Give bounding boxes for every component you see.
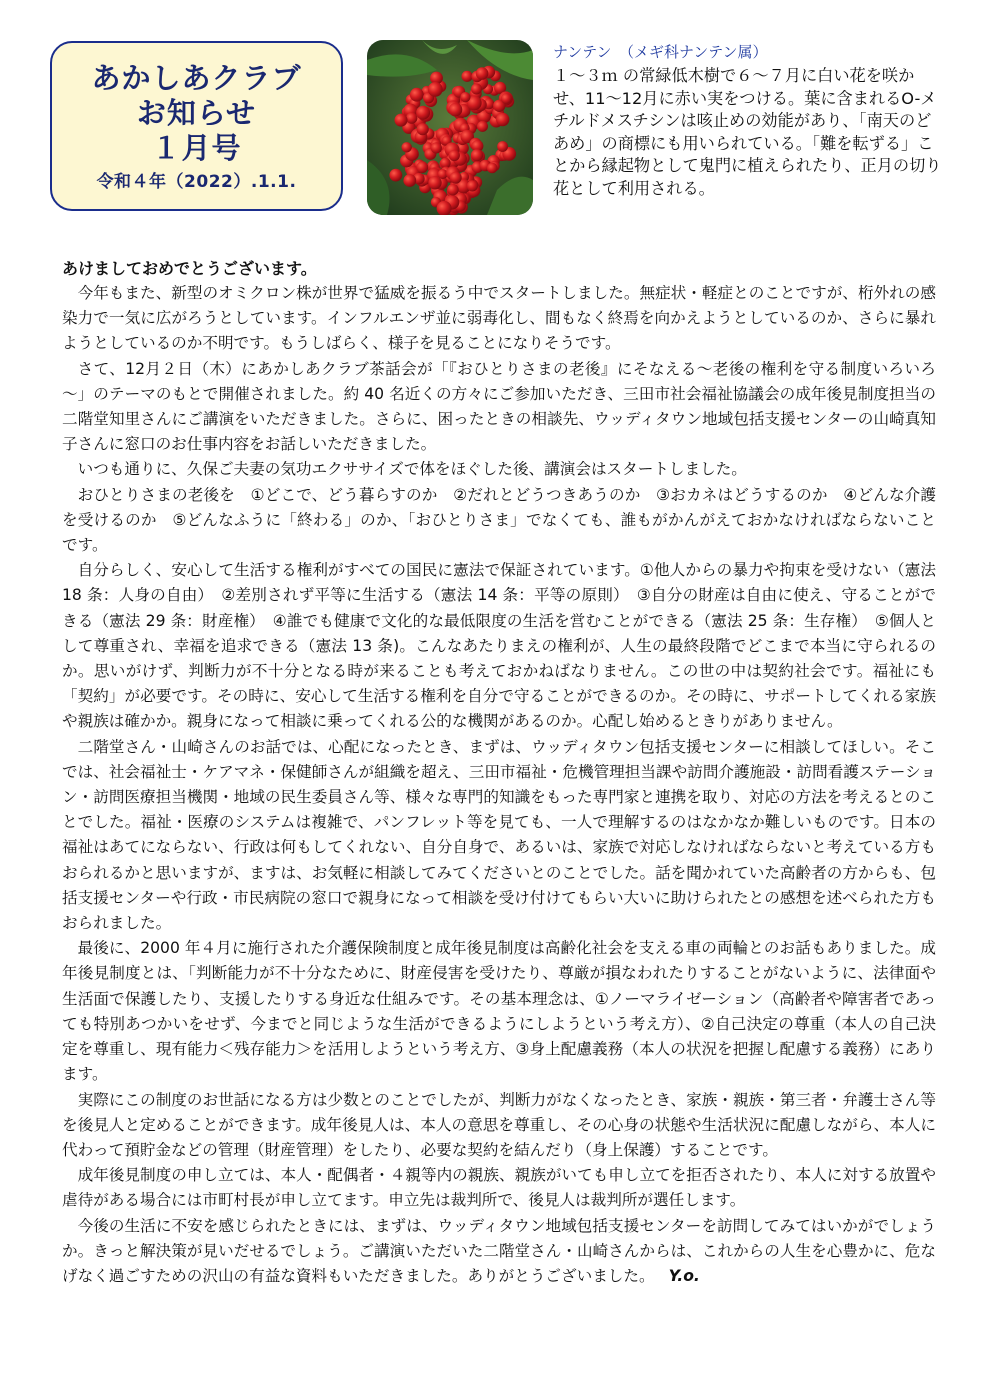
- club-name: あかしあクラブ: [91, 61, 302, 95]
- berry: [403, 174, 416, 187]
- closing-text: 今後の生活に不安を感じられたときには、まずは、ウッディタウン地域包括支援センターを訪問してみてはいかがでしょうか。きっと解決策が見いだせるでしょう。ご講演いただいた二階堂さん・山崎さんからは、これからの人生を心豊かに、危なげなく過ごすための沢山の有益な資料もいただきました。ありがとうございました。: [62, 1216, 936, 1285]
- berry: [471, 84, 482, 95]
- berry: [417, 123, 429, 135]
- berry: [428, 82, 443, 97]
- berry: [449, 103, 463, 117]
- berry: [497, 141, 508, 152]
- issue-date: 令和４年（2022）.1.1.: [96, 172, 297, 192]
- nandina-berries-photo: [367, 40, 533, 215]
- berry: [496, 113, 509, 126]
- berry: [449, 150, 460, 161]
- berry: [476, 67, 489, 80]
- berry: [416, 161, 428, 173]
- berry: [471, 149, 483, 161]
- berry: [467, 180, 478, 191]
- plant-description: １～３ｍ の常緑低木樹で６～７月に白い花を咲かせ、11～12月に赤い実をつける。葉に含まれるO-メチルドメスチシンは咳止めの効能があり、「南天のどあめ」の商標にも用いられている。「難を転ずる」ことから縁起物として鬼門に植えられたり、正月の切り花として利用される。: [553, 66, 942, 198]
- nandina-berries-image: [367, 40, 533, 215]
- berry: [462, 71, 473, 82]
- paragraph-omicron: 今年もまた、新型のオミクロン株が世界で猛威を振るう中でスタートしました。無症状・軽症とのことですが、桁外れの感染力で一気に広がろうとしています。インフルエンザ並に弱毒化し、間もなく終焉を向かえようとしているのか、さらに暴れようとしているのか不明です。もうしばらく、様子を見ることになりそうです。: [62, 284, 936, 353]
- berry: [406, 112, 417, 123]
- berry: [450, 172, 462, 184]
- berry: [410, 88, 424, 102]
- paragraph-support-center: 二階堂さん・山崎さんのお話では、心配になったとき、まずは、ウッディタウン包括支援センターに相談してほしい。そこでは、社会福祉士・ケアマネ・保健師さんが組織を超え、三田市福祉・危機管理担当課や訪問介護施設・訪問看護ステーション・訪問医療担当機関・地域の民生委員さん等、様々な専門的知識をもった専門家と連携を取り、対応の方法を考えるとのことでした。福祉・医療のシステムは複雑で、パンフレット等を見ても、一人で理解するのはなかなか難しいものです。日本の福祉はあてにならない、行政は何もしてくれない、自分自身で、あるいは、家族で対応しなければならないと考えている方もおられるかと思いますが、ますは、お気軽に相談してみてくださいとのことでした。話を聞かれていた高齢者の方からも、包括支援センターや行政・市民病院の窓口で親身になって相談を受け付けてもらい大いに助けられたとの感想を述べられた方もおられました。: [62, 737, 936, 933]
- paragraph-tea-party: さて、12月２日（木）にあかしあクラブ茶話会が「『おひとりさまの老後』にそなえる～老後の権利を守る制度いろいろ～」のテーマのもとで開催されました。約 40 名近くの方々にご参加いただき、三田市社会福祉協議会の成年後見制度担当の二階堂知里さんにご講演をいただきました。さらに、困ったときの相談先、ウッディタウン地域包括支援センターの山崎真知子さんに窓口のお仕事内容をお話しいただきました。: [62, 359, 936, 454]
- berry: [428, 176, 441, 189]
- paragraph-constitutional-rights: 自分らしく、安心して生活する権利がすべての国民に憲法で保証されています。①他人からの暴力や拘束を受けない（憲法 18 条：人身の自由） ②差別されず平等に生活する（憲法 14 条：平等の原則） ③自分の財産は自由に使え、守ることができる（憲法 29 条：財産権） ④誰でも健康で文化的な最低限度の生活を営むことができる（憲法 25 条：生存権） ⑤個人として尊重され、幸福を追求できる（憲法 13 条)。こんなあたりまえの権利が、人生の最終段階でどこまで本当に守られるのか。思いがけず、判断力が不十分となる時が来ることも考えておかねばなりません。この世の中は契約社会です。福祉にも「契約」が必要です。その時に、安心して生活する権利を自分で守ることができるのか。その時に、サポートしてくれる家族や親族は確かか。親身になって相談に乗ってくれる公的な機関があるのか。心配し始めるときりがありません。: [62, 561, 936, 731]
- berry: [487, 163, 498, 174]
- paragraph-guardian-role: 実際にこの制度のお世話になる方は少数とのことでしたが、判断力がなくなったとき、家族・親族・第三者・弁護士さん等を後見人と定めることができます。成年後見人は、本人の意思を尊重し、その心身の状態や生活状況に配慮しながら、本人に代わって預貯金などの管理（財産管理）をしたり、必要な契約を結んだり（身上保護）することです。: [62, 1090, 936, 1159]
- paragraph-petition: 成年後見制度の申し立ては、本人・配偶者・４親等内の親族、親族がいても申し立てを拒否されたり、本人に対する放置や虐待がある場合には市町村長が申し立てます。申立先は裁判所で、後見人は裁判所が選任します。: [62, 1166, 936, 1210]
- paragraph-five-questions: おひとりさまの老後を ①どこで、どう暮らすのか ②だれとどうつきあうのか ③おカネはどうするのか ④どんな介護を受けるのか ⑤どんなふうに「終わる」のか、「おひとりさま」でなくても、誰もがかんがえておかなければならないことです。: [62, 485, 936, 555]
- berry: [402, 142, 412, 152]
- notice-label: お知らせ: [136, 96, 257, 130]
- berry: [431, 142, 442, 153]
- berry: [389, 169, 402, 182]
- newsletter-title-box: [50, 41, 343, 211]
- berry: [501, 93, 512, 104]
- paragraph-guardianship-system: 最後に、2000 年４月に施行された介護保険制度と成年後見制度は高齢化社会を支える車の両輪とのお話もありました。成年後見制度とは、「判断能力が不十分なために、財産侵害を受けたり、尊厳が損なわれたりすることがないように、法律面や生活面で保護したり、支援したりする身近な仕組みです。その基本理念は、①ノーマライゼーション（高齢者や障害者であっても特別あつかいをせず、今までと同じような生活ができるようにしようという考え方）、②自己決定の尊重（本人の自己決定を尊重し、現有能力＜残存能力＞を活用しようという考え方、③身上配慮義務（本人の状況を把握し配慮する義務）にあります。: [62, 939, 936, 1084]
- berry: [416, 106, 430, 120]
- paragraph-closing: [62, 1214, 936, 1290]
- plant-title: ナンテン （メギ科ナンテン属）: [553, 43, 768, 61]
- article-body: [62, 256, 936, 1289]
- berry: [460, 92, 470, 102]
- berry: [477, 121, 488, 132]
- greeting-heading: あけましておめでとうございます。: [62, 259, 317, 278]
- paragraph-qigong: いつも通りに、久保ご夫妻の気功エクササイズで体をほぐした後、講演会はスタートしました。: [77, 460, 747, 479]
- author-signature: Y.o.: [668, 1266, 700, 1285]
- berry: [395, 114, 408, 127]
- berry: [447, 184, 459, 196]
- issue-label: １月号: [151, 131, 242, 165]
